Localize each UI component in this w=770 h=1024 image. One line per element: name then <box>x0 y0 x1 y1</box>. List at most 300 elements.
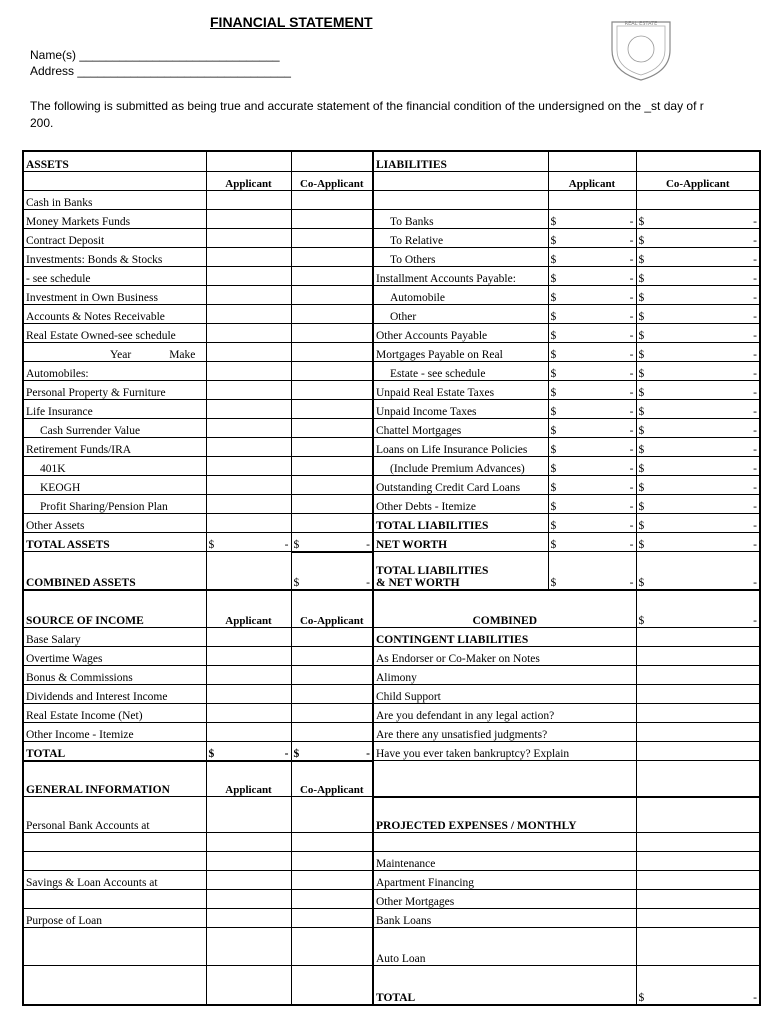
general-input[interactable] <box>23 966 206 1006</box>
table-row <box>23 722 760 741</box>
asset-label: Investment in Own Business <box>23 285 206 304</box>
net-worth-label: NET WORTH <box>373 532 548 552</box>
amount-cell[interactable] <box>548 209 636 228</box>
liability-co-applicant-amount[interactable]: $ - <box>638 367 757 380</box>
header-blank <box>291 151 373 171</box>
general-applicant-input[interactable] <box>206 852 291 871</box>
asset-applicant-input[interactable] <box>206 190 291 209</box>
liability-label: Unpaid Real Estate Taxes <box>373 380 548 399</box>
asset-label: Cash in Banks <box>23 190 206 209</box>
net-worth-co-applicant[interactable]: $ - <box>638 539 757 551</box>
contingent-label: Have you ever taken bankruptcy? Explain <box>373 741 636 761</box>
liability-applicant-amount[interactable]: $ - <box>550 443 634 456</box>
amount-cell[interactable] <box>548 532 636 552</box>
total-assets-label: TOTAL ASSETS <box>23 532 206 552</box>
blank <box>636 761 760 797</box>
table-row <box>23 966 760 1006</box>
total-liabilities-applicant[interactable]: $ - <box>550 519 634 532</box>
amount-cell[interactable] <box>636 323 760 342</box>
header-blank <box>636 151 760 171</box>
col-co-applicant: Co-Applicant <box>291 171 373 190</box>
liability-label: Outstanding Credit Card Loans <box>373 475 548 494</box>
liability-label: Other Accounts Payable <box>373 323 548 342</box>
table-row <box>23 418 760 437</box>
blank <box>636 190 760 209</box>
income-co-applicant-input[interactable] <box>291 703 373 722</box>
total-assets-applicant[interactable]: $ - <box>208 539 289 551</box>
col-co-applicant: Co-Applicant <box>291 590 373 628</box>
asset-co-applicant-input[interactable] <box>291 228 373 247</box>
amount-cell[interactable] <box>636 456 760 475</box>
liability-label: (Include Premium Advances) <box>373 456 548 475</box>
table-row <box>23 590 760 628</box>
general-applicant-input[interactable] <box>206 890 291 909</box>
asset-applicant-input[interactable] <box>206 361 291 380</box>
col-applicant: Applicant <box>548 171 636 190</box>
liability-co-applicant-amount[interactable]: $ - <box>638 329 757 342</box>
net-worth-applicant[interactable]: $ - <box>550 539 634 551</box>
liability-applicant-amount[interactable]: $ - <box>550 481 634 494</box>
liability-applicant-amount[interactable]: $ - <box>550 234 634 247</box>
amount-cell[interactable] <box>636 590 760 628</box>
amount-cell[interactable] <box>636 209 760 228</box>
liability-co-applicant-amount[interactable]: $ - <box>638 348 757 361</box>
liability-label: Other <box>373 304 548 323</box>
asset-label: - see schedule <box>23 266 206 285</box>
amount-cell[interactable] <box>636 513 760 532</box>
liability-co-applicant-amount[interactable]: $ - <box>638 500 757 513</box>
asset-applicant-input[interactable] <box>206 513 291 532</box>
header-blank <box>23 171 206 190</box>
contingent-input[interactable] <box>636 722 760 741</box>
asset-applicant-input[interactable] <box>206 418 291 437</box>
table-row <box>23 456 760 475</box>
asset-applicant-input[interactable] <box>206 323 291 342</box>
liability-applicant-amount[interactable]: $ - <box>550 500 634 513</box>
contingent-label: Are there any unsatisfied judgments? <box>373 722 636 741</box>
total-liabilities-co-applicant[interactable]: $ - <box>638 519 757 532</box>
contingent-input[interactable] <box>636 684 760 703</box>
asset-label: KEOGH <box>23 475 206 494</box>
liability-label: To Others <box>373 247 548 266</box>
general-applicant-input[interactable] <box>206 928 291 966</box>
intro-statement: The following is submitted as being true and accurate statement of the financial condition of the undersigned on the _st day of r 200. <box>30 99 704 130</box>
table-row <box>23 928 760 966</box>
asset-applicant-input[interactable] <box>206 304 291 323</box>
projected-header: PROJECTED EXPENSES / MONTHLY <box>373 797 636 833</box>
income-total-co-applicant[interactable]: $ - <box>293 747 370 760</box>
liability-applicant-amount[interactable]: $ - <box>550 405 634 418</box>
income-applicant-input[interactable] <box>206 703 291 722</box>
financial-statement-table <box>22 150 761 1006</box>
table-row <box>23 532 760 552</box>
general-co-applicant-input[interactable] <box>291 966 373 1006</box>
general-applicant-input[interactable] <box>206 871 291 890</box>
liability-co-applicant-amount[interactable]: $ - <box>638 424 757 437</box>
amount-cell[interactable] <box>291 552 373 590</box>
asset-applicant-input[interactable] <box>206 399 291 418</box>
table-row <box>23 646 760 665</box>
table-row <box>23 285 760 304</box>
income-co-applicant-input[interactable] <box>291 627 373 646</box>
combined-amount[interactable]: $ - <box>638 614 757 627</box>
total-liab-net-co-applicant[interactable]: $ - <box>638 576 757 589</box>
general-input[interactable] <box>23 833 206 852</box>
income-co-applicant-input[interactable] <box>291 665 373 684</box>
header-blank <box>373 171 548 190</box>
general-label: Personal Bank Accounts at <box>23 797 206 833</box>
table-row <box>23 304 760 323</box>
income-label: Bonus & Commissions <box>23 665 206 684</box>
asset-label: Other Assets <box>23 513 206 532</box>
amount-cell[interactable] <box>548 475 636 494</box>
table-row <box>23 228 760 247</box>
liability-applicant-amount[interactable]: $ - <box>550 348 634 361</box>
asset-applicant-input[interactable] <box>206 209 291 228</box>
income-header-cell <box>23 590 206 628</box>
col-applicant: Applicant <box>206 590 291 628</box>
amount-cell[interactable] <box>548 552 636 590</box>
liability-label: Installment Accounts Payable: <box>373 266 548 285</box>
col-applicant: Applicant <box>206 761 291 797</box>
asset-co-applicant-input[interactable] <box>291 266 373 285</box>
table-row <box>23 852 760 871</box>
income-co-applicant-input[interactable] <box>291 646 373 665</box>
asset-year-make-label: Year Make <box>23 342 206 361</box>
projected-label: Auto Loan <box>373 928 636 966</box>
liability-applicant-amount[interactable]: $ - <box>550 291 634 304</box>
amount-cell[interactable] <box>548 285 636 304</box>
liability-co-applicant-amount[interactable]: $ - <box>638 443 757 456</box>
amount-cell[interactable] <box>291 741 373 761</box>
combined-assets-label: COMBINED ASSETS <box>23 552 206 590</box>
liability-applicant-amount[interactable]: $ - <box>550 462 634 475</box>
general-header: GENERAL INFORMATION <box>26 784 170 796</box>
amount-cell[interactable] <box>548 323 636 342</box>
form-title: FINANCIAL STATEMENT <box>210 14 373 30</box>
total-assets-co-applicant[interactable]: $ - <box>293 538 370 551</box>
asset-co-applicant-input[interactable] <box>291 418 373 437</box>
liability-applicant-amount[interactable]: $ - <box>550 253 634 266</box>
liability-label: Mortgages Payable on Real <box>373 342 548 361</box>
asset-applicant-input[interactable] <box>206 228 291 247</box>
table-row <box>23 190 760 209</box>
general-input[interactable] <box>23 852 206 871</box>
income-header: SOURCE OF INCOME <box>26 614 144 627</box>
svg-text:REAL ESTATE: REAL ESTATE <box>624 21 658 27</box>
asset-co-applicant-input[interactable] <box>291 399 373 418</box>
amount-cell[interactable] <box>548 513 636 532</box>
amount-cell[interactable] <box>636 342 760 361</box>
liability-applicant-amount[interactable]: $ - <box>550 310 634 323</box>
liability-co-applicant-amount[interactable]: $ - <box>638 234 757 247</box>
contingent-label: Alimony <box>373 665 636 684</box>
general-input[interactable] <box>23 890 206 909</box>
income-label: Other Income - Itemize <box>23 722 206 741</box>
asset-label: Real Estate Owned-see schedule <box>23 323 206 342</box>
income-applicant-input[interactable] <box>206 722 291 741</box>
asset-label: Contract Deposit <box>23 228 206 247</box>
asset-co-applicant-input[interactable] <box>291 380 373 399</box>
amount-cell[interactable] <box>636 532 760 552</box>
amount-cell[interactable] <box>291 532 373 552</box>
amount-cell[interactable] <box>548 494 636 513</box>
general-label: Savings & Loan Accounts at <box>23 871 206 890</box>
contingent-input[interactable] <box>636 741 760 761</box>
contingent-label: As Endorser or Co-Maker on Notes <box>373 646 636 665</box>
amount-cell[interactable] <box>548 247 636 266</box>
asset-label: Profit Sharing/Pension Plan <box>23 494 206 513</box>
liability-applicant-amount[interactable]: $ - <box>550 424 634 437</box>
table-row <box>23 703 760 722</box>
liabilities-header: LIABILITIES <box>373 151 548 171</box>
projected-input[interactable] <box>636 833 760 852</box>
asset-co-applicant-input[interactable] <box>291 475 373 494</box>
asset-co-applicant-input[interactable] <box>291 437 373 456</box>
income-total-applicant[interactable]: $ - <box>208 747 289 760</box>
income-applicant-input[interactable] <box>206 684 291 703</box>
liability-co-applicant-amount[interactable]: $ - <box>638 386 757 399</box>
table-row <box>23 797 760 833</box>
combined-assets-amount[interactable]: $ - <box>293 576 370 589</box>
projected-input[interactable] <box>636 890 760 909</box>
amount-cell[interactable] <box>548 399 636 418</box>
liability-label: Estate - see schedule <box>373 361 548 380</box>
general-applicant-input[interactable] <box>206 797 291 833</box>
asset-applicant-input[interactable] <box>206 285 291 304</box>
amount-cell[interactable] <box>636 304 760 323</box>
header-blank <box>206 151 291 171</box>
table-row <box>23 890 760 909</box>
asset-co-applicant-input[interactable] <box>291 285 373 304</box>
table-row <box>23 494 760 513</box>
contingent-input[interactable] <box>636 627 760 646</box>
amount-cell[interactable] <box>548 437 636 456</box>
table-row <box>23 761 760 797</box>
amount-cell[interactable] <box>548 418 636 437</box>
liability-co-applicant-amount[interactable]: $ - <box>638 215 757 228</box>
amount-cell[interactable] <box>636 437 760 456</box>
amount-cell[interactable] <box>206 532 291 552</box>
asset-applicant-input[interactable] <box>206 342 291 361</box>
asset-co-applicant-input[interactable] <box>291 494 373 513</box>
liability-label: To Relative <box>373 228 548 247</box>
assets-header: ASSETS <box>23 151 206 171</box>
liability-applicant-amount[interactable]: $ - <box>550 386 634 399</box>
table-row <box>23 399 760 418</box>
realty-seal-logo <box>604 16 678 82</box>
contingent-input[interactable] <box>636 665 760 684</box>
general-co-applicant-input[interactable] <box>291 852 373 871</box>
liability-co-applicant-amount[interactable]: $ - <box>638 481 757 494</box>
income-applicant-input[interactable] <box>206 646 291 665</box>
general-co-applicant-input[interactable] <box>291 928 373 966</box>
asset-label: Cash Surrender Value <box>23 418 206 437</box>
projected-input[interactable] <box>636 852 760 871</box>
table-row <box>23 665 760 684</box>
liability-co-applicant-amount[interactable]: $ - <box>638 253 757 266</box>
liability-co-applicant-amount[interactable]: $ - <box>638 310 757 323</box>
asset-label: Automobiles: <box>23 361 206 380</box>
projected-total-amount[interactable]: $ - <box>638 992 757 1004</box>
amount-cell[interactable] <box>548 380 636 399</box>
income-total-label: TOTAL <box>23 741 206 761</box>
asset-label: 401K <box>23 456 206 475</box>
asset-co-applicant-input[interactable] <box>291 456 373 475</box>
general-co-applicant-input[interactable] <box>291 890 373 909</box>
amount-cell[interactable] <box>636 361 760 380</box>
contingent-label: Child Support <box>373 684 636 703</box>
projected-input[interactable] <box>636 928 760 966</box>
contingent-label: Are you defendant in any legal action? <box>373 703 636 722</box>
asset-applicant-input[interactable] <box>206 475 291 494</box>
total-liab-net-applicant[interactable]: $ - <box>550 576 634 589</box>
projected-input[interactable] <box>636 909 760 928</box>
table-row <box>23 627 760 646</box>
table-row <box>23 909 760 928</box>
blank <box>206 552 291 590</box>
asset-label: Money Markets Funds <box>23 209 206 228</box>
income-applicant-input[interactable] <box>206 665 291 684</box>
projected-label: Bank Loans <box>373 909 636 928</box>
income-label: Dividends and Interest Income <box>23 684 206 703</box>
liability-applicant-amount[interactable]: $ - <box>550 272 634 285</box>
liability-co-applicant-amount[interactable]: $ - <box>638 462 757 475</box>
table-row <box>23 323 760 342</box>
income-co-applicant-input[interactable] <box>291 722 373 741</box>
liability-label: Chattel Mortgages <box>373 418 548 437</box>
contingent-input[interactable] <box>636 703 760 722</box>
table-row <box>23 437 760 456</box>
projected-label: Apartment Financing <box>373 871 636 890</box>
amount-cell[interactable] <box>636 285 760 304</box>
asset-applicant-input[interactable] <box>206 456 291 475</box>
table-row <box>23 380 760 399</box>
amount-cell[interactable] <box>636 247 760 266</box>
amount-cell[interactable] <box>636 494 760 513</box>
liability-label: Automobile <box>373 285 548 304</box>
asset-co-applicant-input[interactable] <box>291 361 373 380</box>
name-field[interactable]: Name(s) ______________________________ <box>30 48 280 62</box>
projected-input[interactable] <box>636 871 760 890</box>
income-label: Overtime Wages <box>23 646 206 665</box>
header-blank <box>548 151 636 171</box>
projected-label: Maintenance <box>373 852 636 871</box>
asset-applicant-input[interactable] <box>206 494 291 513</box>
amount-cell[interactable] <box>636 475 760 494</box>
amount-cell[interactable] <box>548 228 636 247</box>
asset-applicant-input[interactable] <box>206 437 291 456</box>
income-label: Base Salary <box>23 627 206 646</box>
table-row <box>23 475 760 494</box>
liability-co-applicant-amount[interactable]: $ - <box>638 405 757 418</box>
asset-co-applicant-input[interactable] <box>291 323 373 342</box>
general-applicant-input[interactable] <box>206 966 291 1006</box>
asset-co-applicant-input[interactable] <box>291 190 373 209</box>
total-liabilities-net-worth-label: TOTAL LIABILITIES & NET WORTH <box>373 552 548 590</box>
table-row <box>23 151 760 171</box>
asset-co-applicant-input[interactable] <box>291 209 373 228</box>
combined-label: COMBINED <box>373 590 636 628</box>
amount-cell[interactable] <box>548 361 636 380</box>
asset-label: Retirement Funds/IRA <box>23 437 206 456</box>
blank <box>548 190 636 209</box>
amount-cell[interactable] <box>636 552 760 590</box>
liability-co-applicant-amount[interactable]: $ - <box>638 272 757 285</box>
asset-co-applicant-input[interactable] <box>291 342 373 361</box>
amount-cell[interactable] <box>548 456 636 475</box>
asset-applicant-input[interactable] <box>206 380 291 399</box>
general-input[interactable] <box>23 928 206 966</box>
asset-label: Accounts & Notes Receivable <box>23 304 206 323</box>
amount-cell[interactable] <box>206 741 291 761</box>
contingent-header: CONTINGENT LIABILITIES <box>373 627 636 646</box>
amount-cell[interactable] <box>636 266 760 285</box>
amount-cell[interactable] <box>636 966 760 1006</box>
table-row <box>23 171 760 190</box>
projected-total-label: TOTAL <box>373 966 636 1006</box>
liability-co-applicant-amount[interactable]: $ - <box>638 291 757 304</box>
asset-applicant-input[interactable] <box>206 266 291 285</box>
liability-applicant-amount[interactable]: $ - <box>550 215 634 228</box>
table-row <box>23 209 760 228</box>
asset-co-applicant-input[interactable] <box>291 247 373 266</box>
liability-label: Loans on Life Insurance Policies <box>373 437 548 456</box>
contingent-input[interactable] <box>636 646 760 665</box>
general-label: Purpose of Loan <box>23 909 206 928</box>
blank <box>373 761 636 797</box>
income-co-applicant-input[interactable] <box>291 684 373 703</box>
income-applicant-input[interactable] <box>206 627 291 646</box>
general-co-applicant-input[interactable] <box>291 833 373 852</box>
table-row <box>23 552 760 590</box>
asset-co-applicant-input[interactable] <box>291 304 373 323</box>
col-co-applicant: Co-Applicant <box>291 761 373 797</box>
projected-label: Other Mortgages <box>373 890 636 909</box>
amount-cell[interactable] <box>636 380 760 399</box>
amount-cell[interactable] <box>636 399 760 418</box>
table-row <box>23 871 760 890</box>
general-applicant-input[interactable] <box>206 909 291 928</box>
asset-label: Investments: Bonds & Stocks <box>23 247 206 266</box>
general-applicant-input[interactable] <box>206 833 291 852</box>
asset-applicant-input[interactable] <box>206 247 291 266</box>
col-co-applicant: Co-Applicant <box>636 171 760 190</box>
general-header-cell <box>23 761 206 797</box>
table-row <box>23 247 760 266</box>
amount-cell[interactable] <box>548 304 636 323</box>
amount-cell[interactable] <box>636 228 760 247</box>
general-co-applicant-input[interactable] <box>291 909 373 928</box>
amount-cell[interactable] <box>548 342 636 361</box>
asset-label: Personal Property & Furniture <box>23 380 206 399</box>
general-co-applicant-input[interactable] <box>291 797 373 833</box>
table-row <box>23 342 760 361</box>
address-field[interactable]: Address ________________________________ <box>30 64 291 78</box>
table-row <box>23 741 760 761</box>
asset-co-applicant-input[interactable] <box>291 513 373 532</box>
table-row <box>23 513 760 532</box>
amount-cell[interactable] <box>548 266 636 285</box>
asset-label: Life Insurance <box>23 399 206 418</box>
income-label: Real Estate Income (Net) <box>23 703 206 722</box>
liability-applicant-amount[interactable]: $ - <box>550 367 634 380</box>
liability-applicant-amount[interactable]: $ - <box>550 329 634 342</box>
liability-label: Unpaid Income Taxes <box>373 399 548 418</box>
amount-cell[interactable] <box>636 418 760 437</box>
projected-input[interactable] <box>636 797 760 833</box>
general-co-applicant-input[interactable] <box>291 871 373 890</box>
